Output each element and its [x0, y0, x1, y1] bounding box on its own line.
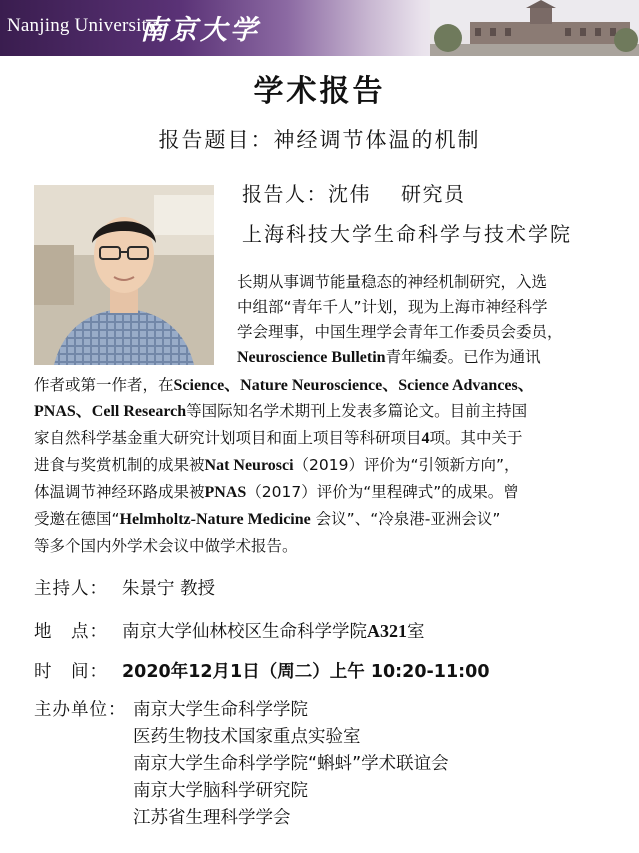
room-number: A321 — [367, 621, 407, 641]
bio-line — [34, 426, 523, 451]
conference-name: Helmholtz-Nature Medicine — [119, 511, 311, 528]
bio-text: 项。其中关于 — [429, 429, 523, 447]
host-value: 朱景宁 教授 — [122, 579, 216, 599]
sponsor-item: 医药生物技术国家重点实验室 — [133, 727, 361, 747]
bio-text: 进食与奖赏机制的成果被 — [34, 456, 205, 474]
bio-text: 作者或第一作者，在 — [34, 376, 174, 394]
bio-line — [237, 345, 541, 370]
sponsor-label-row — [34, 696, 127, 721]
sponsor-item: 南京大学脑科学研究院 — [133, 781, 308, 801]
speaker-affiliation: 上海科技大学生命科学与技术学院 — [242, 222, 572, 246]
university-name-zh: 南京大学 — [140, 15, 260, 46]
sponsor-item: 南京大学生命科学学院“蝌蚪”学术联谊会 — [133, 754, 449, 774]
bio-line: 中组部“青年千人”计划，现为上海市神经科学 — [237, 298, 548, 316]
bio-text: （2019）评价为“引领新方向”， — [293, 456, 520, 474]
place-label: 地 点： — [34, 622, 108, 642]
bio-text: 等国际知名学术期刊上发表多篇论文。目前主持国 — [186, 402, 528, 420]
report-topic: 报告题目：神经调节体温的机制 — [158, 128, 481, 152]
sponsor-item: 江苏省生理科学学会 — [133, 808, 291, 828]
place-row — [34, 618, 425, 643]
host-label: 主持人： — [34, 579, 108, 599]
bio-line — [34, 453, 520, 478]
bio-line: 长期从事调节能量稳态的神经机制研究，入选 — [237, 273, 548, 291]
journal-list: PNAS、Cell Research — [34, 403, 187, 420]
sponsor-item: 南京大学生命科学学院 — [133, 700, 308, 720]
speaker-photo — [34, 185, 214, 365]
bio-text: 家自然科学基金重大研究计划项目和面上项目等科研项目 — [34, 429, 422, 447]
bio-text: 受邀在德国“ — [34, 510, 120, 528]
journal-name: PNAS — [204, 484, 247, 501]
speaker-title: 研究员 — [401, 182, 466, 206]
bio-text: 会议”、“冷泉港-亚洲会议” — [310, 510, 501, 528]
bio-line: 等多个国内外学术会议中做学术报告。 — [34, 537, 298, 555]
project-count: 4 — [421, 430, 430, 447]
journal-name: Neuroscience Bulletin — [237, 349, 386, 366]
bio-line — [34, 399, 527, 424]
place-text: 南京大学仙林校区生命科学学院 — [122, 622, 367, 642]
journal-list: Science、Nature Neuroscience、Science Advances、 — [173, 377, 534, 394]
speaker-line — [242, 178, 466, 207]
time-value: 2020年12月1日（周二）上午 10:20-11:00 — [122, 662, 490, 682]
host-row — [34, 575, 215, 600]
page-title: 学术报告 — [253, 74, 386, 109]
bio-line — [34, 373, 534, 398]
place-suffix: 室 — [407, 622, 425, 642]
bio-line — [34, 480, 519, 505]
time-label: 时 间： — [34, 662, 108, 682]
place-value — [122, 622, 425, 642]
bio-text: （2017）评价为“里程碑式”的成果。曾 — [246, 483, 519, 501]
bio-text: 青年编委。已作为通讯 — [385, 348, 541, 366]
bio-line: 学会理事，中国生理学会青年工作委员会委员， — [237, 323, 563, 341]
bio-text: 体温调节神经环路成果被 — [34, 483, 205, 501]
time-row — [34, 658, 490, 683]
bio-line — [34, 507, 500, 532]
header-banner — [0, 0, 639, 56]
university-name-en: Nanjing University — [7, 15, 157, 36]
speaker-name: 报告人：沈伟 — [242, 182, 371, 206]
campus-building-image — [430, 0, 639, 56]
journal-name: Nat Neurosci — [204, 457, 294, 474]
sponsor-label: 主办单位： — [34, 700, 127, 720]
